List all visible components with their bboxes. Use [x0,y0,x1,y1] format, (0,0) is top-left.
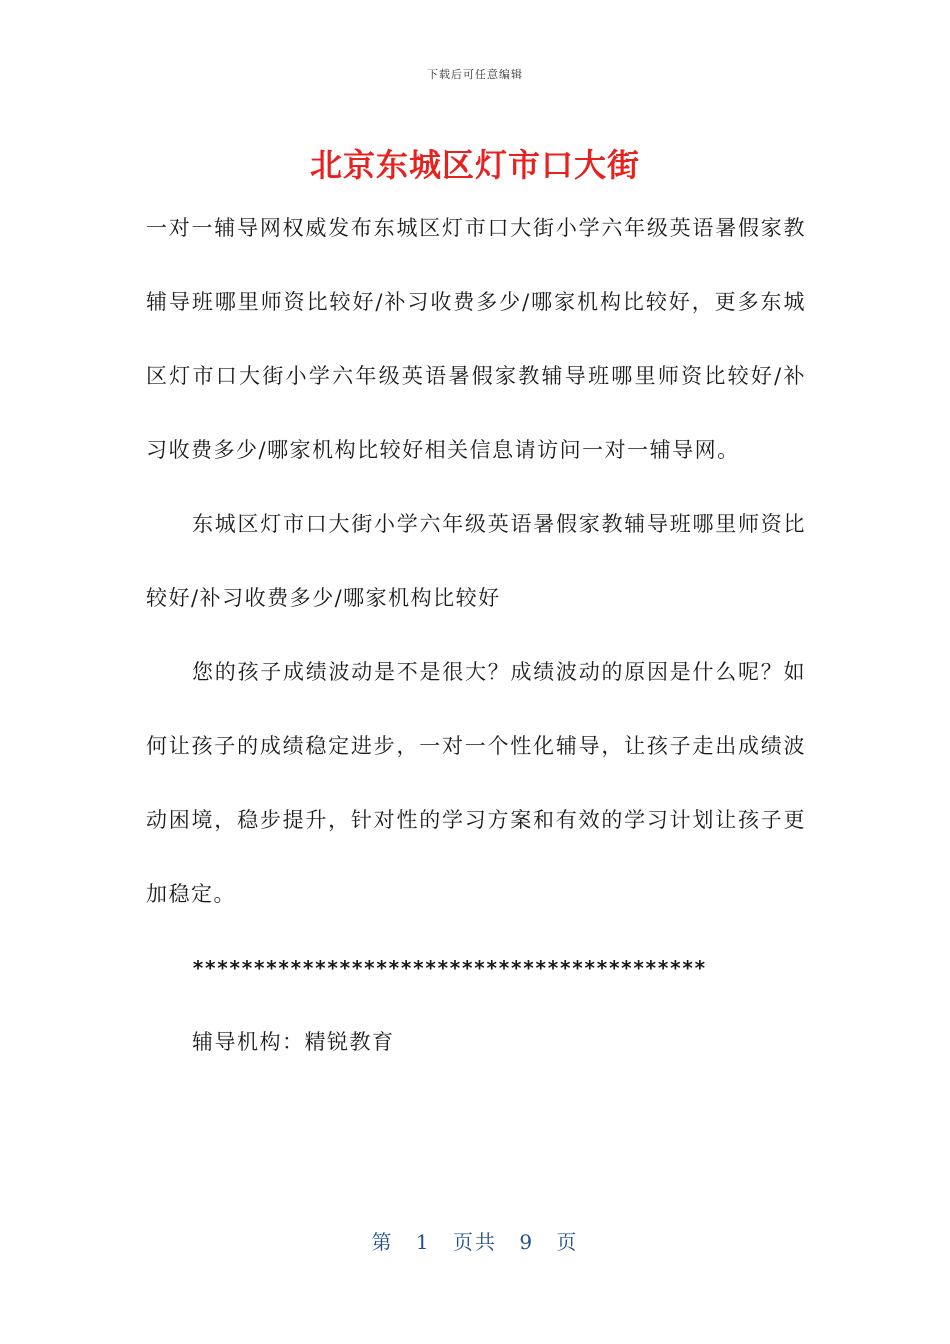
page-number: 第 1 页共 9 页 [371,1230,579,1254]
document-title: 北京东城区灯市口大街 [309,146,640,184]
org-line: 辅导机构：精锐教育 [192,1030,395,1054]
paragraph-intro: 一对一辅导网权威发布东城区灯市口大街小学六年级英语暑假家教辅导班哪里师资比较好/补习收费多少/哪家机构比较好，更多东城区灯市口大街小学六年级英语暑假家教辅导班哪里师资比较好/补习收费多少/哪家机构比较好相关信息请访问一对一辅导网。 [146,216,806,462]
document-body [146,191,806,1079]
header-note: 下载后可任意编辑 [427,68,523,81]
paragraph-subtitle: 东城区灯市口大街小学六年级英语暑假家教辅导班哪里师资比较好/补习收费多少/哪家机构比较好 [146,512,806,610]
paragraph-description: 您的孩子成绩波动是不是很大？成绩波动的原因是什么呢？如何让孩子的成绩稳定进步，一对一个性化辅导，让孩子走出成绩波动困境，稳步提升，针对性的学习方案和有效的学习计划让孩子更加稳定。 [146,660,806,906]
separator-line: ****************************************** [192,956,707,980]
